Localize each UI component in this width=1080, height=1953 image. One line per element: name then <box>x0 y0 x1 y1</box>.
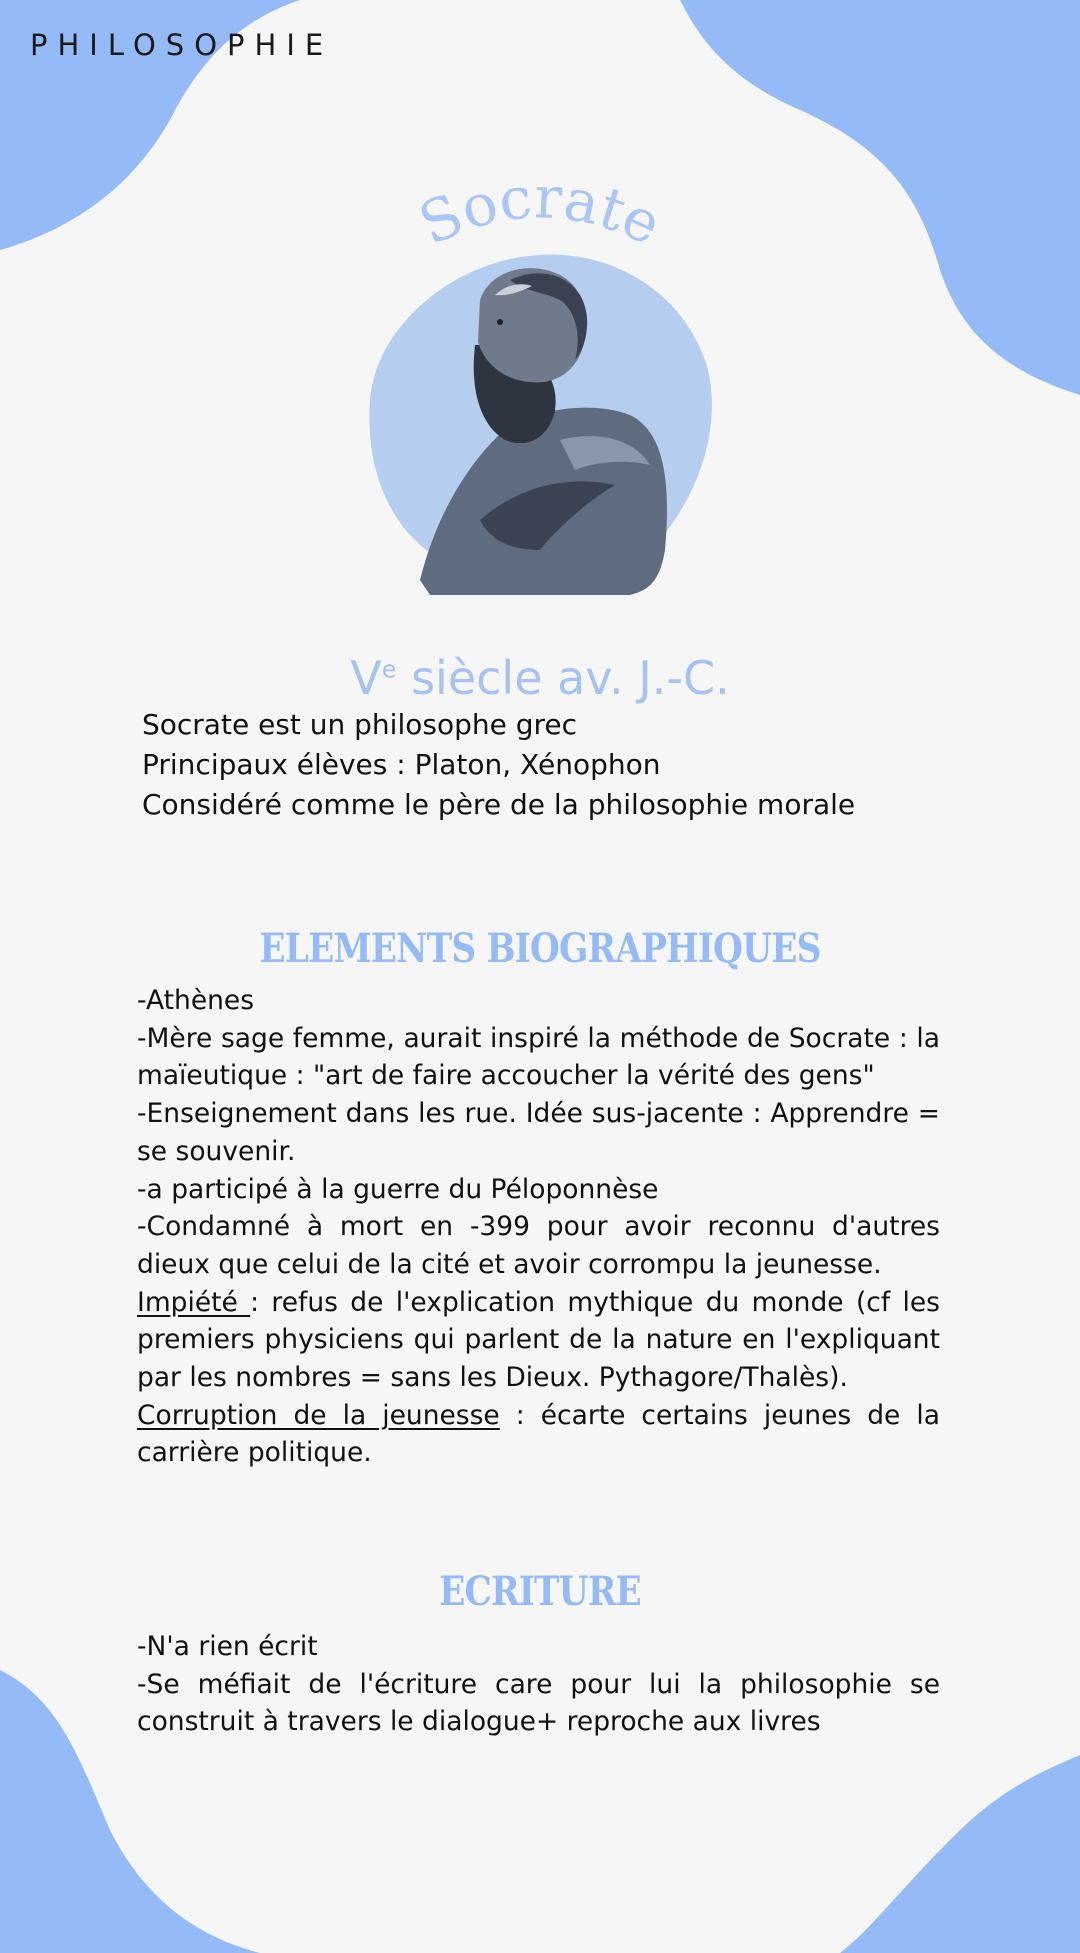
bottom-right-blob <box>840 1755 1080 1953</box>
bio-paragraph: -Mère sage femme, aurait inspiré la méthode de Socrate : la maïeutique : "art de faire accoucher la vérité des gens" <box>137 1022 940 1092</box>
top-right-blob <box>680 0 1080 395</box>
corruption-text: : écarte certains jeunes de la carrière politique. <box>137 1399 940 1469</box>
intro-line: Considéré comme le père de la philosophie morale <box>142 788 856 821</box>
bio-paragraph: -Enseignement dans les rue. Idée sus-jacente : Apprendre = se souvenir. <box>137 1098 940 1167</box>
writing-title: ECRITURE <box>439 1568 641 1615</box>
impiete-term: Impiété <box>137 1286 251 1318</box>
intro-line: Socrate est un philosophe grec <box>142 708 578 741</box>
bio-paragraph: -Condamné à mort en -399 pour avoir reconnu d'autres dieux que celui de la cité et avoir corrompu la jeunesse. <box>137 1211 940 1280</box>
bio-paragraph: -Athènes <box>137 985 255 1016</box>
intro-list <box>142 705 942 825</box>
portrait-socrate <box>360 250 720 595</box>
corruption-term: Corruption de la jeunesse <box>137 1399 500 1431</box>
writing-paragraph: -Se méfiait de l'écriture care pour lui la philosophie se construit à travers le dialogue+ reproche aux livres <box>137 1668 940 1738</box>
biography-body <box>137 982 940 1472</box>
title-text: Socrate <box>409 163 672 259</box>
biography-title: ELEMENTS BIOGRAPHIQUES <box>259 925 821 972</box>
corruption-paragraph <box>137 1397 940 1472</box>
era-sup: e <box>381 655 397 684</box>
intro-line: Principaux élèves : Platon, Xénophon <box>142 748 661 781</box>
subject-header: PHILOSOPHIE <box>30 28 334 62</box>
era-main: V <box>350 651 382 705</box>
impiete-text: : refus de l'explication mythique du monde (cf les premiers physiciens qui parlent de la nature en l'expliquant par les nombres = sans les Dieux. Pythagore/Thalès). <box>137 1286 940 1394</box>
writing-body <box>137 1628 940 1741</box>
era-heading <box>0 650 1080 706</box>
writing-paragraph: -N'a rien écrit <box>137 1631 318 1662</box>
era-rest: siècle av. J.-C. <box>396 651 730 705</box>
impiete-paragraph <box>137 1284 940 1397</box>
bio-paragraph: -a participé à la guerre du Péloponnèse <box>137 1173 659 1205</box>
svg-text:Socrate <box>409 163 671 258</box>
